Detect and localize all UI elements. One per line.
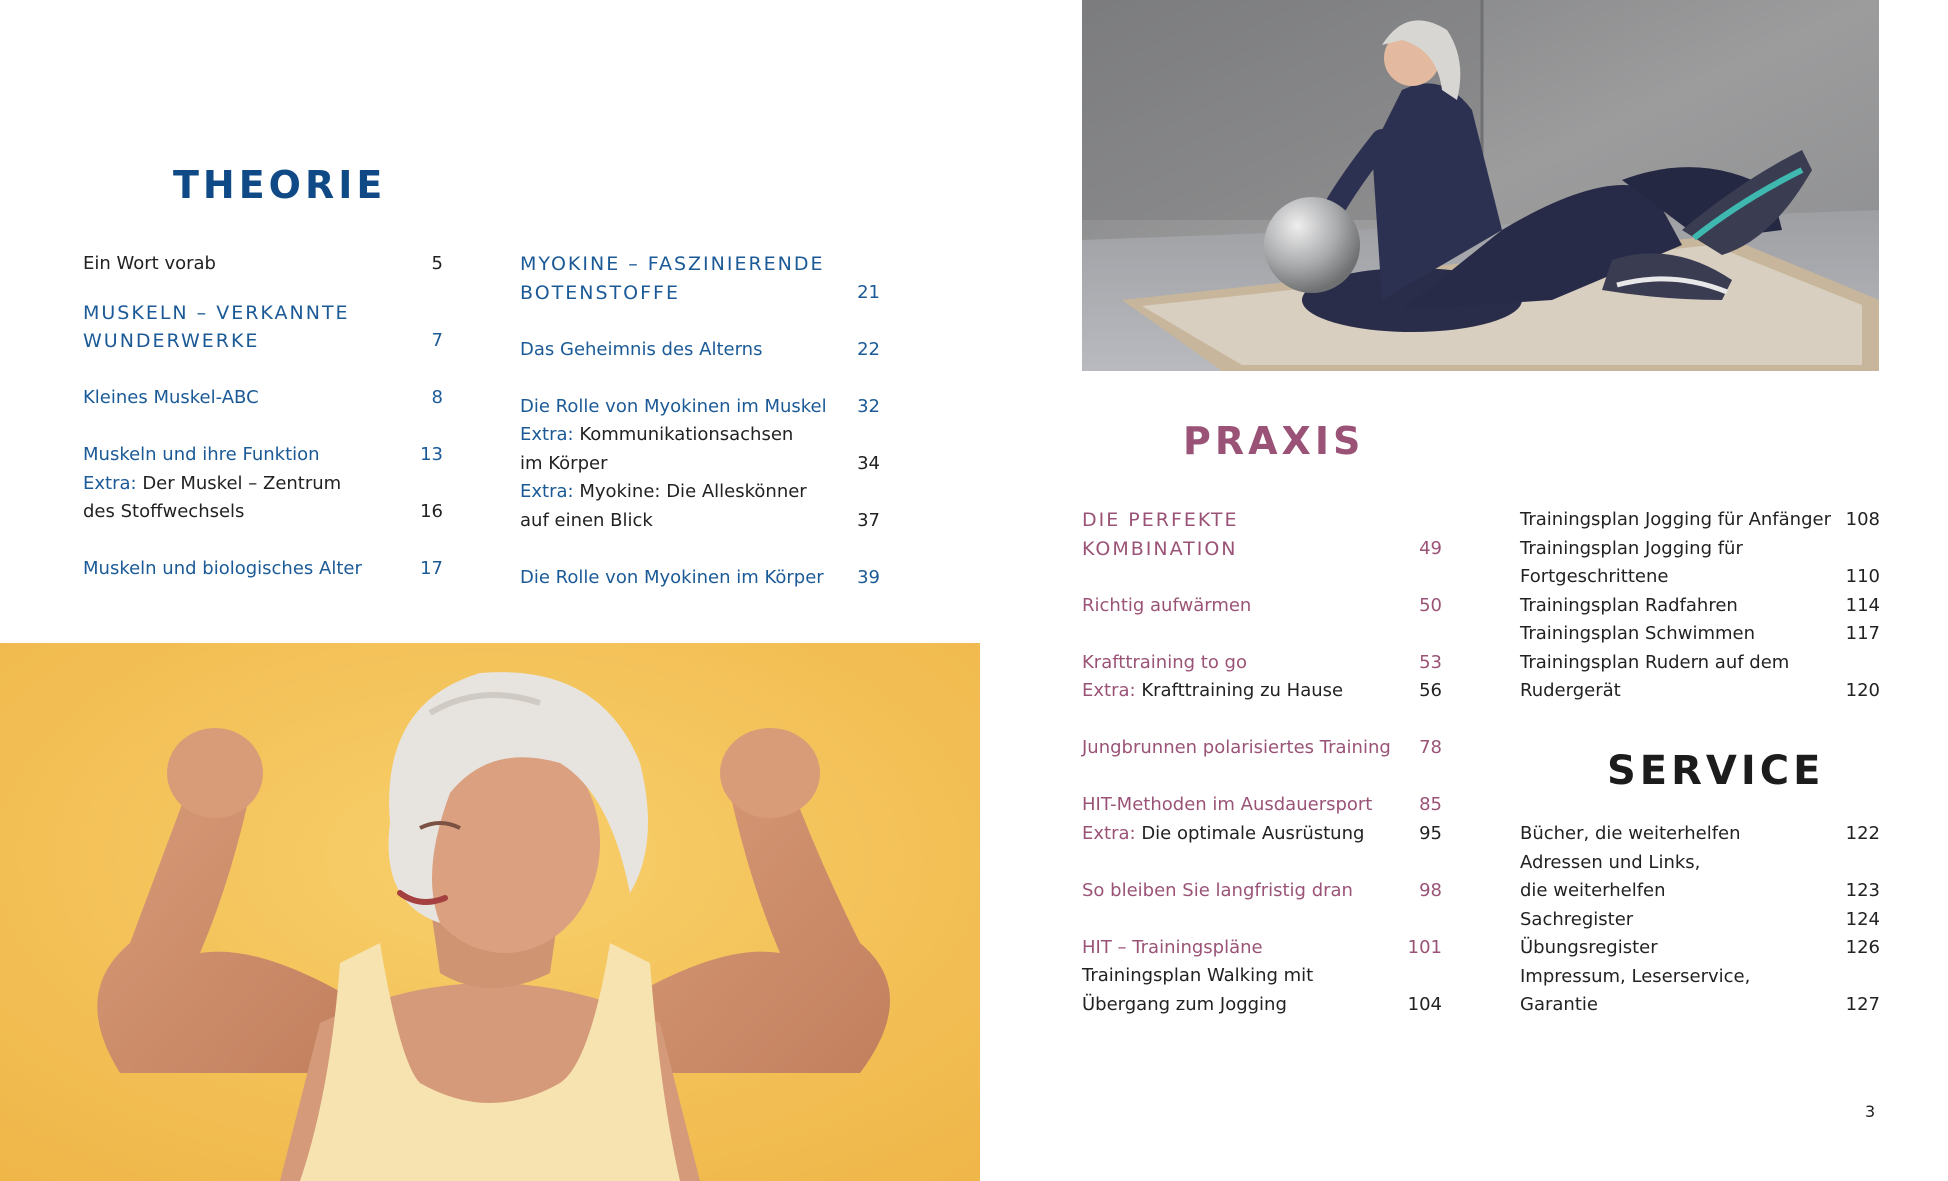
toc-entry-title: Das Geheimnis des Alterns (520, 338, 763, 360)
toc-entry-page: 78 (1419, 737, 1442, 758)
toc-entry[interactable] (1520, 592, 1880, 621)
toc-entry-page: 22 (857, 338, 880, 360)
toc-entry[interactable] (1520, 934, 1880, 963)
toc-entry-title: Bücher, die weiterhelfen (1520, 823, 1741, 844)
toc-chapter-title: MYOKINE – FASZINIERENDE (520, 253, 825, 275)
toc-entry-title: Die Rolle von Myokinen im Körper (520, 566, 824, 588)
toc-entry-page: 127 (1845, 994, 1880, 1015)
toc-entry-page: 50 (1419, 594, 1442, 616)
photo-flexing-woman (0, 643, 980, 1181)
toc-entry-title: Kommunikationsachsen (579, 424, 794, 445)
toc-chapter[interactable] (520, 250, 880, 307)
theorie-toc-right (520, 250, 880, 592)
toc-entry-page: 39 (857, 566, 880, 588)
toc-entry[interactable] (83, 250, 443, 279)
toc-entry-page: 110 (1845, 566, 1880, 587)
toc-entry-title: Trainingsplan Jogging für Anfänger (1520, 509, 1831, 530)
toc-entry[interactable] (1520, 649, 1880, 706)
praxis-heading: PRAXIS (1183, 419, 1365, 463)
toc-entry-title: Muskeln und biologisches Alter (83, 558, 362, 579)
toc-entry-page: 117 (1845, 623, 1880, 644)
toc-entry-title: Impressum, Leserservice, (1520, 965, 1751, 987)
toc-entry[interactable] (1520, 849, 1880, 906)
toc-entry-title-line2: Fortgeschrittene (1520, 566, 1669, 587)
toc-entry-title-line2: im Körper (520, 452, 608, 474)
photo-flexing-woman-illustration (0, 643, 980, 1181)
toc-entry-extra[interactable] (83, 470, 443, 527)
toc-entry-page: 85 (1419, 794, 1442, 815)
toc-entry-title: Trainingsplan Jogging für (1520, 537, 1743, 559)
toc-entry-title: Sachregister (1520, 908, 1634, 930)
toc-entry-extra[interactable] (520, 478, 880, 535)
toc-entry[interactable] (1082, 592, 1442, 621)
toc-chapter-title-line2: WUNDERWERKE (83, 330, 260, 352)
toc-entry-page: 122 (1845, 823, 1880, 844)
toc-chapter-title-line2: BOTENSTOFFE (520, 281, 680, 304)
toc-entry-page: 32 (857, 395, 880, 417)
toc-entry-page: 5 (431, 253, 443, 274)
toc-entry[interactable] (1520, 963, 1880, 1020)
theorie-heading: THEORIE (173, 163, 387, 207)
toc-entry-title: HIT-Methoden im Ausdauersport (1082, 794, 1373, 815)
toc-entry-title: Muskeln und ihre Funktion (83, 444, 320, 465)
toc-entry-title: HIT – Trainingspläne (1082, 936, 1263, 958)
toc-entry-title: Die Rolle von Myokinen im Muskel (520, 395, 827, 417)
toc-entry-page: 53 (1419, 651, 1442, 673)
toc-entry-page: 126 (1845, 937, 1880, 958)
toc-entry-page: 37 (857, 509, 880, 531)
toc-entry-title-line2: des Stoffwechsels (83, 501, 245, 522)
service-toc (1520, 820, 1880, 1020)
toc-entry-title: Kleines Muskel-ABC (83, 387, 259, 408)
toc-entry-title: Die optimale Ausrüstung (1141, 822, 1365, 844)
extra-label: Extra: (1082, 680, 1136, 701)
toc-entry-title-line2: Übergang zum Jogging (1082, 993, 1287, 1015)
praxis-toc-right (1520, 506, 1880, 706)
toc-entry-page: 124 (1845, 908, 1880, 930)
toc-entry-page: 104 (1407, 993, 1442, 1015)
toc-chapter[interactable] (1082, 506, 1442, 563)
toc-entry-title-line2: Garantie (1520, 994, 1598, 1015)
praxis-toc-left (1082, 506, 1442, 1019)
toc-entry-title: Übungsregister (1520, 937, 1658, 958)
photo-exercise-ball (1082, 0, 1879, 371)
toc-chapter-title: MUSKELN – VERKANNTE (83, 301, 350, 324)
toc-entry-title: Ein Wort vorab (83, 253, 216, 274)
toc-entry[interactable] (83, 555, 443, 584)
toc-entry[interactable] (83, 384, 443, 413)
toc-entry-extra[interactable] (1082, 820, 1442, 849)
toc-entry-title: Richtig aufwärmen (1082, 594, 1252, 616)
toc-entry-title-line2: auf einen Blick (520, 509, 653, 531)
theorie-toc-left (83, 250, 443, 584)
toc-entry[interactable] (1520, 506, 1880, 535)
toc-entry-page: 34 (857, 452, 880, 474)
extra-label: Extra: (83, 472, 137, 494)
toc-entry[interactable] (1082, 962, 1442, 1019)
toc-entry-page: 13 (420, 444, 443, 465)
toc-entry[interactable] (1520, 620, 1880, 649)
toc-entry[interactable] (1082, 734, 1442, 763)
toc-entry-page: 120 (1845, 680, 1880, 701)
toc-entry[interactable] (1520, 820, 1880, 849)
toc-entry-title: Myokine: Die Alleskönner (579, 481, 807, 502)
toc-chapter-title-line2: KOMBINATION (1082, 537, 1238, 560)
toc-entry-page: 17 (420, 558, 443, 579)
toc-entry-page: 101 (1407, 936, 1442, 958)
toc-entry-title: Trainingsplan Radfahren (1520, 594, 1738, 616)
toc-entry-page: 56 (1419, 680, 1442, 701)
toc-entry[interactable] (1082, 649, 1442, 678)
toc-entry-page: 123 (1845, 880, 1880, 901)
toc-entry[interactable] (1082, 877, 1442, 906)
toc-entry-title-line2: Rudergerät (1520, 680, 1621, 701)
toc-entry-page: 49 (1419, 537, 1442, 559)
toc-entry-page: 7 (431, 330, 443, 351)
toc-entry-title: Krafttraining zu Hause (1141, 680, 1344, 701)
toc-entry-title: Jungbrunnen polarisiertes Training (1082, 737, 1391, 758)
toc-entry-page: 95 (1419, 822, 1442, 844)
toc-entry[interactable] (520, 564, 880, 593)
toc-entry-title: Adressen und Links, (1520, 851, 1701, 873)
toc-entry[interactable] (1520, 906, 1880, 935)
toc-entry[interactable] (1520, 535, 1880, 592)
toc-entry-extra[interactable] (1082, 677, 1442, 706)
toc-chapter-title: DIE PERFEKTE (1082, 509, 1239, 531)
toc-entry-page: 8 (431, 387, 443, 408)
toc-entry[interactable] (1082, 791, 1442, 820)
page-number: 3 (1865, 1102, 1876, 1121)
toc-entry-extra[interactable] (520, 421, 880, 478)
toc-entry-page: 21 (857, 281, 880, 303)
toc-entry-title: So bleiben Sie langfristig dran (1082, 879, 1353, 901)
toc-entry-title: Trainingsplan Rudern auf dem (1520, 651, 1790, 673)
toc-entry[interactable] (1082, 934, 1442, 963)
toc-entry-page: 16 (420, 501, 443, 522)
toc-entry[interactable] (83, 441, 443, 470)
photo-exercise-ball-illustration (1082, 0, 1879, 371)
toc-entry-title: Krafttraining to go (1082, 651, 1247, 673)
toc-entry-page: 98 (1419, 879, 1442, 901)
toc-entry[interactable] (520, 336, 880, 365)
toc-entry-title: Trainingsplan Schwimmen (1520, 623, 1755, 644)
extra-label: Extra: (1082, 822, 1136, 844)
toc-entry-title: Trainingsplan Walking mit (1082, 965, 1314, 986)
toc-entry-page: 114 (1845, 594, 1880, 616)
toc-entry-page: 108 (1845, 509, 1880, 530)
toc-entry-title: Der Muskel – Zentrum (142, 472, 342, 494)
service-heading: SERVICE (1607, 748, 1825, 794)
toc-entry[interactable] (520, 393, 880, 422)
toc-chapter[interactable] (83, 299, 443, 356)
extra-label: Extra: (520, 481, 574, 502)
toc-entry-title-line2: die weiterhelfen (1520, 880, 1666, 901)
extra-label: Extra: (520, 424, 574, 445)
